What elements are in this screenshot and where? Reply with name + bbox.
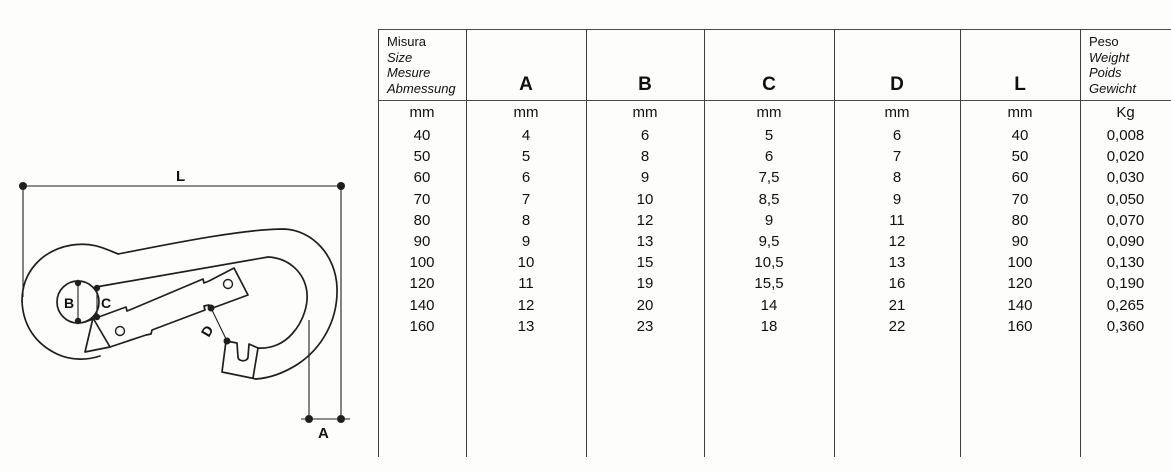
table-cell: 6 [640, 127, 650, 144]
table-cell: 90 [1011, 232, 1029, 250]
table-cell: 100 [409, 254, 435, 272]
table-cell: 16 [888, 275, 906, 293]
b-values [586, 102, 704, 337]
unit-cell: mm [884, 104, 910, 121]
table-cell: 8,5 [758, 190, 780, 208]
c-header [704, 30, 834, 100]
size-header-lines [387, 34, 456, 96]
b-header [586, 30, 704, 100]
carabiner-gate-keeper [85, 318, 110, 352]
header-line: Poids [1089, 65, 1122, 80]
column-size [378, 29, 466, 457]
dim-dot [337, 415, 345, 423]
a-header-label: A [519, 74, 533, 95]
table-cell: 10,5 [754, 254, 784, 272]
table-cell: 8 [640, 148, 650, 166]
header-line: Misura [387, 34, 427, 49]
table-cell: 22 [888, 317, 906, 335]
table-cell: 140 [409, 296, 435, 314]
header-line: Weight [1089, 49, 1130, 65]
table-cell: 7 [521, 190, 531, 208]
unit-cell: mm [1007, 104, 1033, 121]
table-cell: 9 [892, 190, 902, 208]
l-header [960, 30, 1080, 100]
table-cell: 0,070 [1106, 211, 1145, 229]
table-cell: 7 [892, 148, 902, 166]
c-values [704, 102, 834, 337]
weight-values [1080, 102, 1171, 337]
table-cell: 23 [636, 317, 654, 335]
table-cell: 120 [409, 275, 435, 293]
dim-label-B: B [64, 295, 75, 311]
column-b [586, 29, 704, 457]
column-weight [1080, 29, 1171, 457]
table-cell: 9 [521, 232, 531, 250]
dim-dot [208, 305, 215, 312]
column-l [960, 29, 1080, 457]
header-line: Size [387, 49, 413, 65]
a-header [466, 30, 586, 100]
leader-line-D [211, 308, 227, 341]
unit-cell: Kg [1116, 104, 1135, 121]
dim-dot [19, 182, 27, 190]
dim-dot [224, 338, 231, 345]
table-cell: 0,050 [1106, 190, 1145, 208]
table-cell: 9 [764, 211, 774, 229]
table-cell: 10 [517, 254, 535, 272]
table-cell: 8 [892, 169, 902, 187]
table-cell: 70 [413, 190, 431, 208]
table-cell: 8 [521, 211, 531, 229]
dim-label-A: A [318, 425, 329, 442]
a-values [466, 102, 586, 337]
dim-dot [75, 280, 81, 286]
table-cell: 0,190 [1106, 275, 1145, 293]
spec-table [378, 29, 1171, 457]
column-a [466, 29, 586, 457]
table-cell: 160 [1007, 317, 1033, 335]
table-cell: 0,360 [1106, 317, 1145, 335]
table-cell: 0,090 [1106, 232, 1145, 250]
table-cell: 140 [1007, 296, 1033, 314]
table-cell: 5 [764, 127, 774, 144]
table-cell: 80 [1011, 211, 1029, 229]
table-cell: 6 [764, 148, 774, 166]
dim-label-L: L [176, 168, 186, 185]
dim-dot [75, 318, 81, 324]
table-cell: 12 [888, 232, 906, 250]
gate-rivet-hole-lower [116, 327, 125, 336]
table-cell: 90 [413, 232, 431, 250]
header-line: Mesure [387, 65, 431, 80]
table-cell: 13 [888, 254, 906, 272]
table-cell: 0,130 [1106, 254, 1145, 272]
header-line: Gewicht [1089, 80, 1136, 96]
table-cell: 9 [640, 169, 650, 187]
table-cell: 12 [517, 296, 535, 314]
table-cell: 12 [636, 211, 654, 229]
dim-label-C: C [101, 295, 112, 311]
table-cell: 100 [1007, 254, 1033, 272]
table-cell: 7,5 [758, 169, 780, 187]
table-cell: 11 [889, 211, 905, 229]
weight-header-lines [1089, 34, 1136, 96]
table-cell: 160 [409, 317, 435, 335]
table-cell: 5 [521, 148, 531, 166]
table-cell: 0,020 [1106, 148, 1145, 166]
table-cell: 20 [636, 296, 654, 314]
table-cell: 10 [636, 190, 654, 208]
table-cell: 80 [413, 211, 431, 229]
table-cell: 19 [636, 275, 654, 293]
header-line: Abmessung [387, 80, 456, 96]
c-header-label: C [762, 74, 776, 95]
table-cell: 21 [888, 296, 906, 314]
dim-dot [94, 314, 100, 320]
b-header-label: B [638, 74, 652, 95]
table-cell: 15 [636, 254, 654, 272]
size-values [378, 102, 466, 337]
size-header [378, 30, 466, 100]
d-header-label: D [890, 74, 904, 95]
carabiner-outer-bottom [22, 301, 100, 359]
table-cell: 50 [1011, 148, 1029, 166]
table-cell: 6 [892, 127, 902, 144]
dim-dot [305, 415, 313, 423]
l-values [960, 102, 1080, 337]
table-cell: 4 [521, 127, 531, 144]
weight-header [1080, 30, 1171, 100]
table-cell: 0,030 [1106, 169, 1145, 187]
table-cell: 40 [413, 127, 431, 144]
unit-cell: mm [756, 104, 782, 121]
table-cell: 9,5 [758, 232, 780, 250]
table-cell: 40 [1011, 127, 1029, 144]
table-cell: 14 [760, 296, 778, 314]
table-cell: 18 [760, 317, 778, 335]
table-cell: 50 [413, 148, 431, 166]
table-cell: 13 [636, 232, 654, 250]
carabiner-technical-drawing [0, 0, 375, 471]
dim-dot [337, 182, 345, 190]
d-header [834, 30, 960, 100]
unit-cell: mm [632, 104, 658, 121]
table-cell: 6 [521, 169, 531, 187]
carabiner-nose-piece [222, 341, 258, 379]
table-cell: 13 [517, 317, 535, 335]
table-cell: 60 [1011, 169, 1029, 187]
table-cell: 70 [1011, 190, 1029, 208]
unit-cell: mm [513, 104, 539, 121]
l-header-label: L [1014, 74, 1026, 95]
table-cell: 0,265 [1106, 296, 1145, 314]
table-cell: 0,008 [1106, 127, 1145, 144]
table-cell: 15,5 [754, 275, 784, 293]
unit-cell: mm [409, 104, 435, 121]
header-line: Peso [1089, 34, 1119, 49]
gate-rivet-hole-upper [224, 280, 233, 289]
column-c [704, 29, 834, 457]
dim-dot [94, 285, 100, 291]
table-cell: 120 [1007, 275, 1033, 293]
dim-label-D: D [197, 322, 217, 340]
d-values [834, 102, 960, 337]
table-cell: 11 [518, 275, 534, 293]
table-cell: 60 [413, 169, 431, 187]
column-d [834, 29, 960, 457]
